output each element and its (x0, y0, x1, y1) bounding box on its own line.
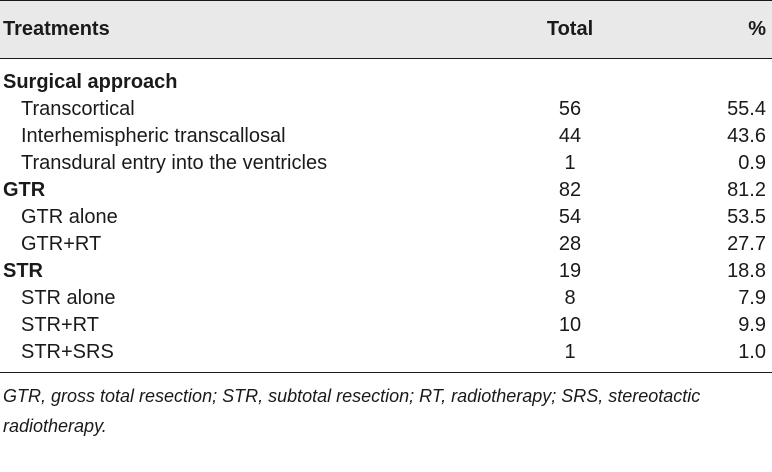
row-total: 28 (558, 233, 582, 255)
row-percent: 9.9 (738, 314, 766, 336)
row-percent: 81.2 (727, 179, 766, 201)
row-label: GTR+RT (21, 233, 102, 255)
row-label: Transcortical (21, 98, 135, 120)
table-row (0, 231, 772, 258)
row-label: GTR (3, 179, 46, 201)
row-label: Transdural entry into the ventricles (21, 152, 328, 174)
row-total: 82 (558, 179, 582, 201)
table-row (0, 123, 772, 150)
row-percent: 18.8 (727, 260, 766, 282)
table-row (0, 312, 772, 339)
header-treatments: Treatments (3, 18, 110, 40)
row-label: Interhemispheric transcallosal (21, 125, 286, 147)
header-total: Total (546, 18, 594, 40)
row-total: 1 (564, 152, 576, 174)
table-footnote: GTR, gross total resection; STR, subtotal resection; RT, radiotherapy; SRS, stereotactic radiotherapy. (3, 386, 701, 436)
row-percent: 7.9 (738, 287, 766, 309)
row-total: 44 (558, 125, 582, 147)
row-total: 10 (558, 314, 582, 336)
table-group-row (0, 69, 772, 96)
table-row (0, 339, 772, 366)
row-label: STR (3, 260, 43, 282)
row-percent: 53.5 (727, 206, 766, 228)
table-group-row (0, 177, 772, 204)
table-row (0, 150, 772, 177)
table-row (0, 96, 772, 123)
row-percent: 43.6 (727, 125, 766, 147)
row-percent: 1.0 (738, 341, 766, 363)
table-group-row (0, 258, 772, 285)
row-label: STR+RT (21, 314, 99, 336)
table-header (0, 0, 772, 59)
row-label: Surgical approach (3, 71, 178, 93)
row-total: 8 (564, 287, 576, 309)
row-label: STR alone (21, 287, 116, 309)
row-total: 56 (558, 98, 582, 120)
table-row (0, 204, 772, 231)
row-percent: 55.4 (727, 98, 766, 120)
row-total: 19 (558, 260, 582, 282)
header-percent: % (748, 18, 766, 40)
row-label: STR+SRS (21, 341, 114, 363)
row-percent: 27.7 (727, 233, 766, 255)
table-row (0, 285, 772, 312)
row-total: 54 (558, 206, 582, 228)
row-percent: 0.9 (738, 152, 766, 174)
row-total: 1 (564, 341, 576, 363)
row-label: GTR alone (21, 206, 118, 228)
table-body (0, 69, 772, 366)
